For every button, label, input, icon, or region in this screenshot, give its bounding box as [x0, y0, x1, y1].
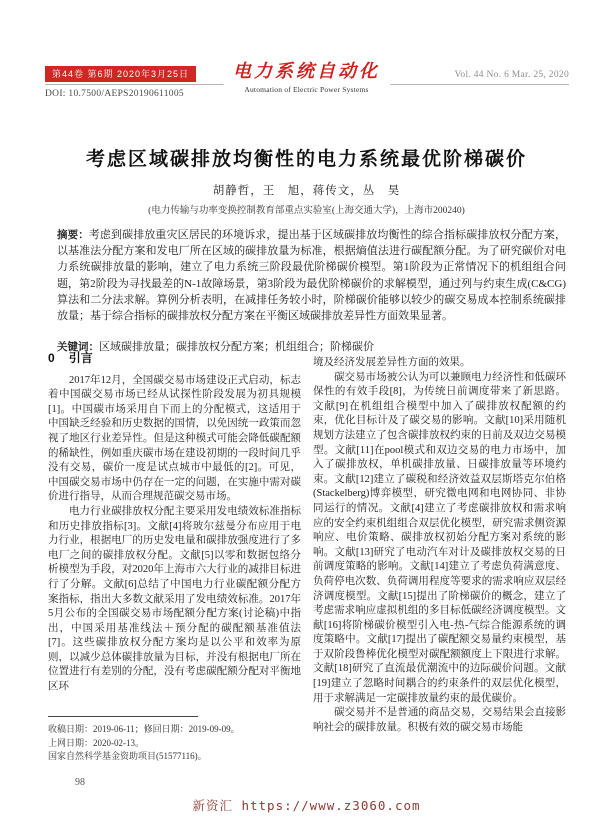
- body-paragraph: 电力行业碳排放权分配主要采用发电绩效标准指标和历史排放指标[3]。文献[4]将玻尔兹曼分布应用于电力行业，根据电厂的历史发电量和碳排放强度进行了多电厂之间的碳排放权分配。文献[5]以零和数据包络分析模型为手段，对2020年上海市六大行业的减排目标进行了分解。文献[6]总结了中国电力行业碳配额分配方案指标，指出大多数文献采用了发电绩效标准。2017年5月公布的全国碳交易市场配额分配方案(讨论稿)中指出，中国采用基准线法＋预分配的碳配额基准值法[7]。这些碳排放权分配方案均是以公平和效率为原则，以减少总体碳排放量为目标，并没有根据电厂所在位置进行有差别的分配，没有考虑碳配额分配对平衡地区环: [48, 505, 301, 693]
- watermark-link[interactable]: 新资汇 https://www.z3060.com: [192, 798, 421, 813]
- section-heading-intro: [48, 351, 301, 366]
- doi-text: DOI: 10.7500/AEPS20190611005: [45, 89, 184, 99]
- section-number: 0: [48, 351, 55, 365]
- affiliation: (电力传输与功率变换控制教育部重点实验室(上海交通大学)，上海市200240): [148, 206, 465, 216]
- abstract-label: 摘要：: [57, 229, 89, 241]
- issue-info-badge: 第44卷 第6期 2020年3月25日: [45, 66, 196, 82]
- abstract-text: 考虑到碳排放重灾区居民的环境诉求，提出基于区域碳排放均衡性的综合指标碳排放权分配方案，以基准法分配方案和发电厂所在区域的碳排放量为标准，根据熵值法进行碳配额分配。为了研究碳价对电力系统碳排放量的影响，建立了电力系统三阶段最优阶梯碳价模型。第1阶段为正常情况下的机组组合问题，第2阶段为寻找最差的N-1故障场景，第3阶段为最优阶梯碳价的求解模型，通过列与约束生成(C&CG)算法和二分法求解。算例分析表明，在减排任务较小时，阶梯碳价能够以较少的碳交易成本控制系统碳排放量；基于综合指标的碳排放权分配方案在平衡区域碳排放差异性方面效果显著。: [57, 229, 567, 323]
- journal-name-cn: 电力系统自动化: [233, 61, 380, 82]
- volume-info: Vol. 44 No. 6 Mar. 25, 2020: [454, 70, 569, 80]
- article-title: 考虑区域碳排放均衡性的电力系统最优阶梯碳价: [85, 149, 527, 170]
- footnote-received-date: 收稿日期：2019-06-11；修回日期：2019-09-09。: [48, 724, 240, 734]
- author-list: 胡静哲，王 旭，蒋传文，丛 昊: [212, 185, 401, 197]
- body-paragraph-continuation: 境及经济发展差异性方面的效果。: [313, 357, 471, 368]
- footnote-block: [48, 716, 301, 764]
- right-column: [313, 356, 566, 735]
- journal-logo: [223, 57, 390, 94]
- keywords-text: 区域碳排放量；碳排放权分配方案；机组组合；阶梯碳价: [99, 341, 374, 353]
- body-paragraph: 2017年12月，全国碳交易市场建设正式启动，标志着中国碳交易市场已经从试探性阶段发展为初具规模[1]。中国碳市场采用自下而上的分配模式，这适用于中国缺乏经验和历史数据的国情，以免因统一政策而忽视了地区行业差异性。但是这种模式可能会降低碳配额的稀缺性，例如重庆碳市场在建设初期的一段时间几乎没有交易，碳价一度是试点城市中最低的[2]。可见，中国碳交易市场中仍存在一定的问题，在实施中需对碳价进行指导，从而合理规范碳交易市场。: [48, 374, 301, 503]
- section-title: 引言: [68, 351, 93, 365]
- abstract-block: [57, 227, 566, 324]
- page-number: 98: [75, 777, 85, 788]
- journal-name-en: Automation of Electric Power Systems: [244, 85, 369, 94]
- footnote-rule: [48, 716, 198, 717]
- body-paragraph: 碳交易并不是普通的商品交易，交易结果会直接影响社会的碳排放量。积极有效的碳交易市场能: [313, 707, 566, 733]
- body-paragraph: 碳交易市场被公认为可以兼顾电力经济性和低碳环保性的有效手段[8]，为传统日前调度带来了新思路。文献[9]在机组组合模型中加入了碳排放权配额的约束，优化目标计及了碳交易的影响。文献[10]采用随机规划方法建立了包含碳排放权约束的日前及双边交易模型。文献[11]在pool模式和双边交易的电力市场中，加入了碳排放权，单机碳排放量、日碳排放量等环境约束。文献[12]建立了碳税和经济效益双层斯塔克尔伯格(Stackelberg)博弈模型，研究微电网和电网协同、非协同运行的情况。文献[4]建立了考虑碳排放权和需求响应的安全约束机组组合双层优化模型，研究需求侧资源响应、电价策略、碳排放权初始分配方案对系统的影响。文献[13]研究了电动汽车对计及碳排放权交易的日前调度策略的影响。文献[14]建立了考虑负荷满意度、负荷停电次数、负荷调用程度等要求的需求响应双层经济调度模型。文献[15]提出了阶梯碳价的概念，建立了考虑需求响应虚拟机组的多目标低碳经济调度模型。文献[16]将阶梯碳价模型引入电-热-气综合能源系统的调度策略中。文献[17]提出了碳配额交易量约束模型，基于双阶段鲁棒优化模型对碳配额额度上下限进行求解。文献[18]研究了直流最优潮流中的边际碳价问题。文献[19]建立了忽略时间耦合的约束条件的双层优化模型，用于求解满足一定碳排放量约束的最优碳价。: [313, 371, 566, 704]
- footnote-funding: 国家自然科学基金资助项目(51577116)。: [48, 751, 207, 761]
- footnote-online-date: 上网日期：2020-02-13。: [48, 737, 144, 748]
- left-column: [48, 351, 301, 695]
- keywords-label: 关键词：: [57, 341, 99, 353]
